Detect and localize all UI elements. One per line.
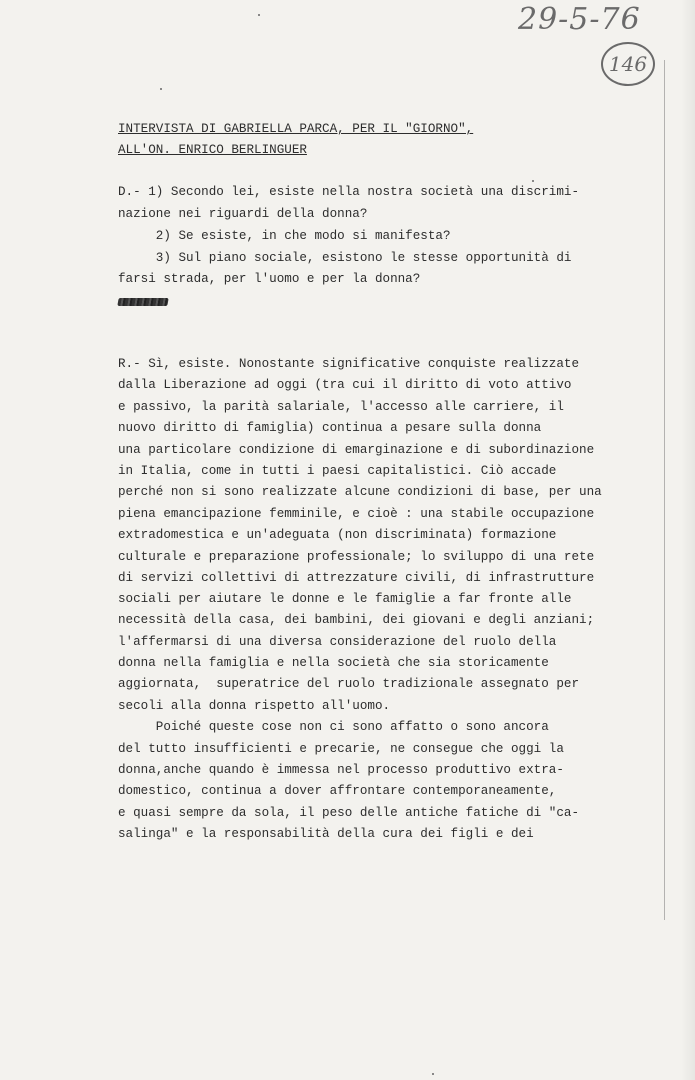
heading-line-2: ALL'ON. ENRICO BERLINGUER — [118, 143, 307, 157]
answer-line: l'affermarsi di una diversa considerazione del ruolo della — [118, 635, 557, 649]
crossed-out-word — [117, 298, 168, 306]
question-line: farsi strada, per l'uomo e per la donna? — [118, 272, 421, 286]
speck-mark — [258, 14, 260, 16]
answer-line: culturale e preparazione professionale; lo sviluppo di una rete — [118, 550, 595, 564]
question-line: 2) Se esiste, in che modo si manifesta? — [118, 229, 451, 243]
speck-mark — [160, 88, 162, 90]
answer-line: e quasi sempre da sola, il peso delle antiche fatiche di "ca- — [118, 806, 580, 820]
answer-line: piena emancipazione femminile, e cioè : una stabile occupazione — [118, 507, 595, 521]
question-line: nazione nei riguardi della donna? — [118, 207, 368, 221]
answer-line: di servizi collettivi di attrezzature civili, di infrastrutture — [118, 571, 595, 585]
answer-line: Poiché queste cose non ci sono affatto o sono ancora — [118, 720, 549, 734]
handwritten-date: 29-5-76 — [518, 2, 641, 37]
answer-line: donna nella famiglia e nella società che sia storicamente — [118, 656, 549, 670]
answer-line: dalla Liberazione ad oggi (tra cui il diritto di voto attivo — [118, 378, 572, 392]
question-line: D.- 1) Secondo lei, esiste nella nostra società una discrimi- — [118, 185, 580, 199]
answer-line: perché non si sono realizzate alcune condizioni di base, per una — [118, 485, 602, 499]
answer-line: aggiornata, superatrice del ruolo tradizionale assegnato per — [118, 677, 580, 691]
answer-line: salinga" e la responsabilità della cura dei figli e dei — [118, 827, 534, 841]
heading-line-1: INTERVISTA DI GABRIELLA PARCA, PER IL "GIORNO", — [118, 122, 474, 136]
answer-line: donna,anche quando è immessa nel processo produttivo extra- — [118, 763, 564, 777]
answer-line: extradomestica e un'adeguata (non discriminata) formazione — [118, 528, 557, 542]
answer-line: R.- Sì, esiste. Nonostante significative conquiste realizzate — [118, 357, 580, 371]
page-edge-shadow — [681, 0, 695, 1080]
speck-mark — [432, 1073, 434, 1075]
handwritten-page-number — [601, 42, 655, 86]
answer-line: secoli alla donna rispetto all'uomo. — [118, 699, 391, 713]
answer-line: nuovo diritto di famiglia) continua a pesare sulla donna — [118, 421, 542, 435]
answer-line: necessità della casa, dei bambini, dei giovani e degli anziani; — [118, 613, 595, 627]
answer-line: e passivo, la parità salariale, l'accesso alle carriere, il — [118, 400, 564, 414]
answer-line: in Italia, come in tutti i paesi capitalistici. Ciò accade — [118, 464, 557, 478]
page-edge-line — [664, 60, 665, 920]
answer-line: una particolare condizione di emarginazione e di subordinazione — [118, 443, 595, 457]
answer-line: del tutto insufficienti e precarie, ne consegue che oggi la — [118, 742, 564, 756]
answer-line: sociali per aiutare le donne e le famiglie a far fronte alle — [118, 592, 572, 606]
page-number-text: 146 — [608, 52, 648, 76]
answer-line: domestico, continua a dover affrontare contemporaneamente, — [118, 784, 557, 798]
question-line: 3) Sul piano sociale, esistono le stesse opportunità di — [118, 251, 572, 265]
speck-mark — [532, 180, 534, 182]
